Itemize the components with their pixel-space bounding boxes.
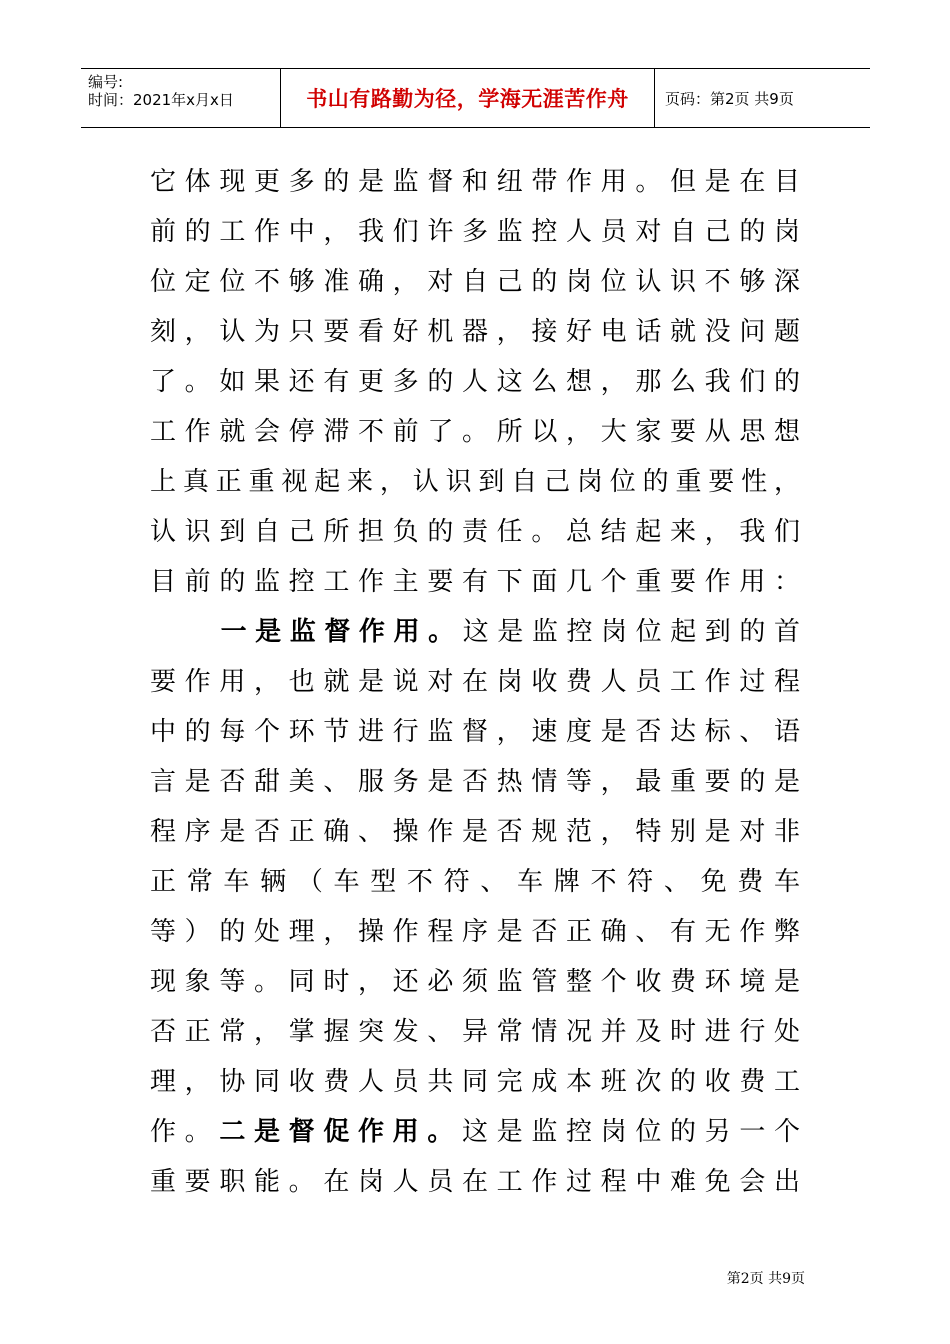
text-line: 工作就会停滞不前了。所以，大家要从思想 <box>150 417 800 447</box>
text-line: 位定位不够准确，对自己的岗位认识不够深 <box>150 267 800 297</box>
page-header <box>81 68 870 128</box>
text-line: 了。如果还有更多的人这么想，那么我们的 <box>150 367 800 397</box>
text-line: 中的每个环节进行监督，速度是否达标、语 <box>150 717 800 747</box>
text-line: 上真正重视起来，认识到自己岗位的重要性， <box>150 467 800 497</box>
text-line: 要作用，也就是说对在岗收费人员工作过程 <box>150 667 800 697</box>
text-line: 言是否甜美、服务是否热情等，最重要的是 <box>150 767 800 797</box>
text-line: 程序是否正确、操作是否规范，特别是对非 <box>150 817 800 847</box>
text-line: 前的工作中，我们许多监控人员对自己的岗 <box>150 217 800 247</box>
text-line: 正常车辆（车型不符、车牌不符、免费车 <box>150 867 800 897</box>
text-line: 它体现更多的是监督和纽带作用。但是在目 <box>150 167 800 197</box>
text-run: 这是监控岗位的另一个 <box>462 1117 800 1147</box>
text-line: 理，协同收费人员共同完成本班次的收费工 <box>150 1067 800 1097</box>
text-line: 否正常，掌握突发、异常情况并及时进行处 <box>150 1017 800 1047</box>
document-body <box>150 157 800 1207</box>
section-heading-urging: 二是督促作用。 <box>219 1117 462 1147</box>
page-footer: 第2页 共9页 <box>726 1271 805 1287</box>
text-line: 认识到自己所担负的责任。总结起来，我们 <box>150 517 800 547</box>
text-line: 重要职能。在岗人员在工作过程中难免会出 <box>150 1167 800 1197</box>
text-line <box>150 1107 800 1157</box>
text-run: 作。 <box>150 1117 220 1147</box>
document-time-label: 时间：2021年x月x日 <box>88 91 234 109</box>
text-line: 刻，认为只要看好机器，接好电话就没问题 <box>150 317 800 347</box>
document-number-label: 编号: <box>88 73 124 91</box>
header-page-number: 页码：第2页 共9页 <box>665 89 794 108</box>
section-heading-supervision: 一是监督作用。 <box>212 617 463 647</box>
text-line: 等）的处理，操作程序是否正确、有无作弊 <box>150 917 800 947</box>
header-motto: 书山有路勤为径，学海无涯苦作舟 <box>281 69 655 127</box>
text-line <box>150 607 800 657</box>
header-meta <box>81 69 281 127</box>
text-line: 目前的监控工作主要有下面几个重要作用： <box>150 567 800 597</box>
text-run: 这是监控岗位起到的首 <box>462 617 800 647</box>
text-line: 现象等。同时，还必须监管整个收费环境是 <box>150 967 800 997</box>
